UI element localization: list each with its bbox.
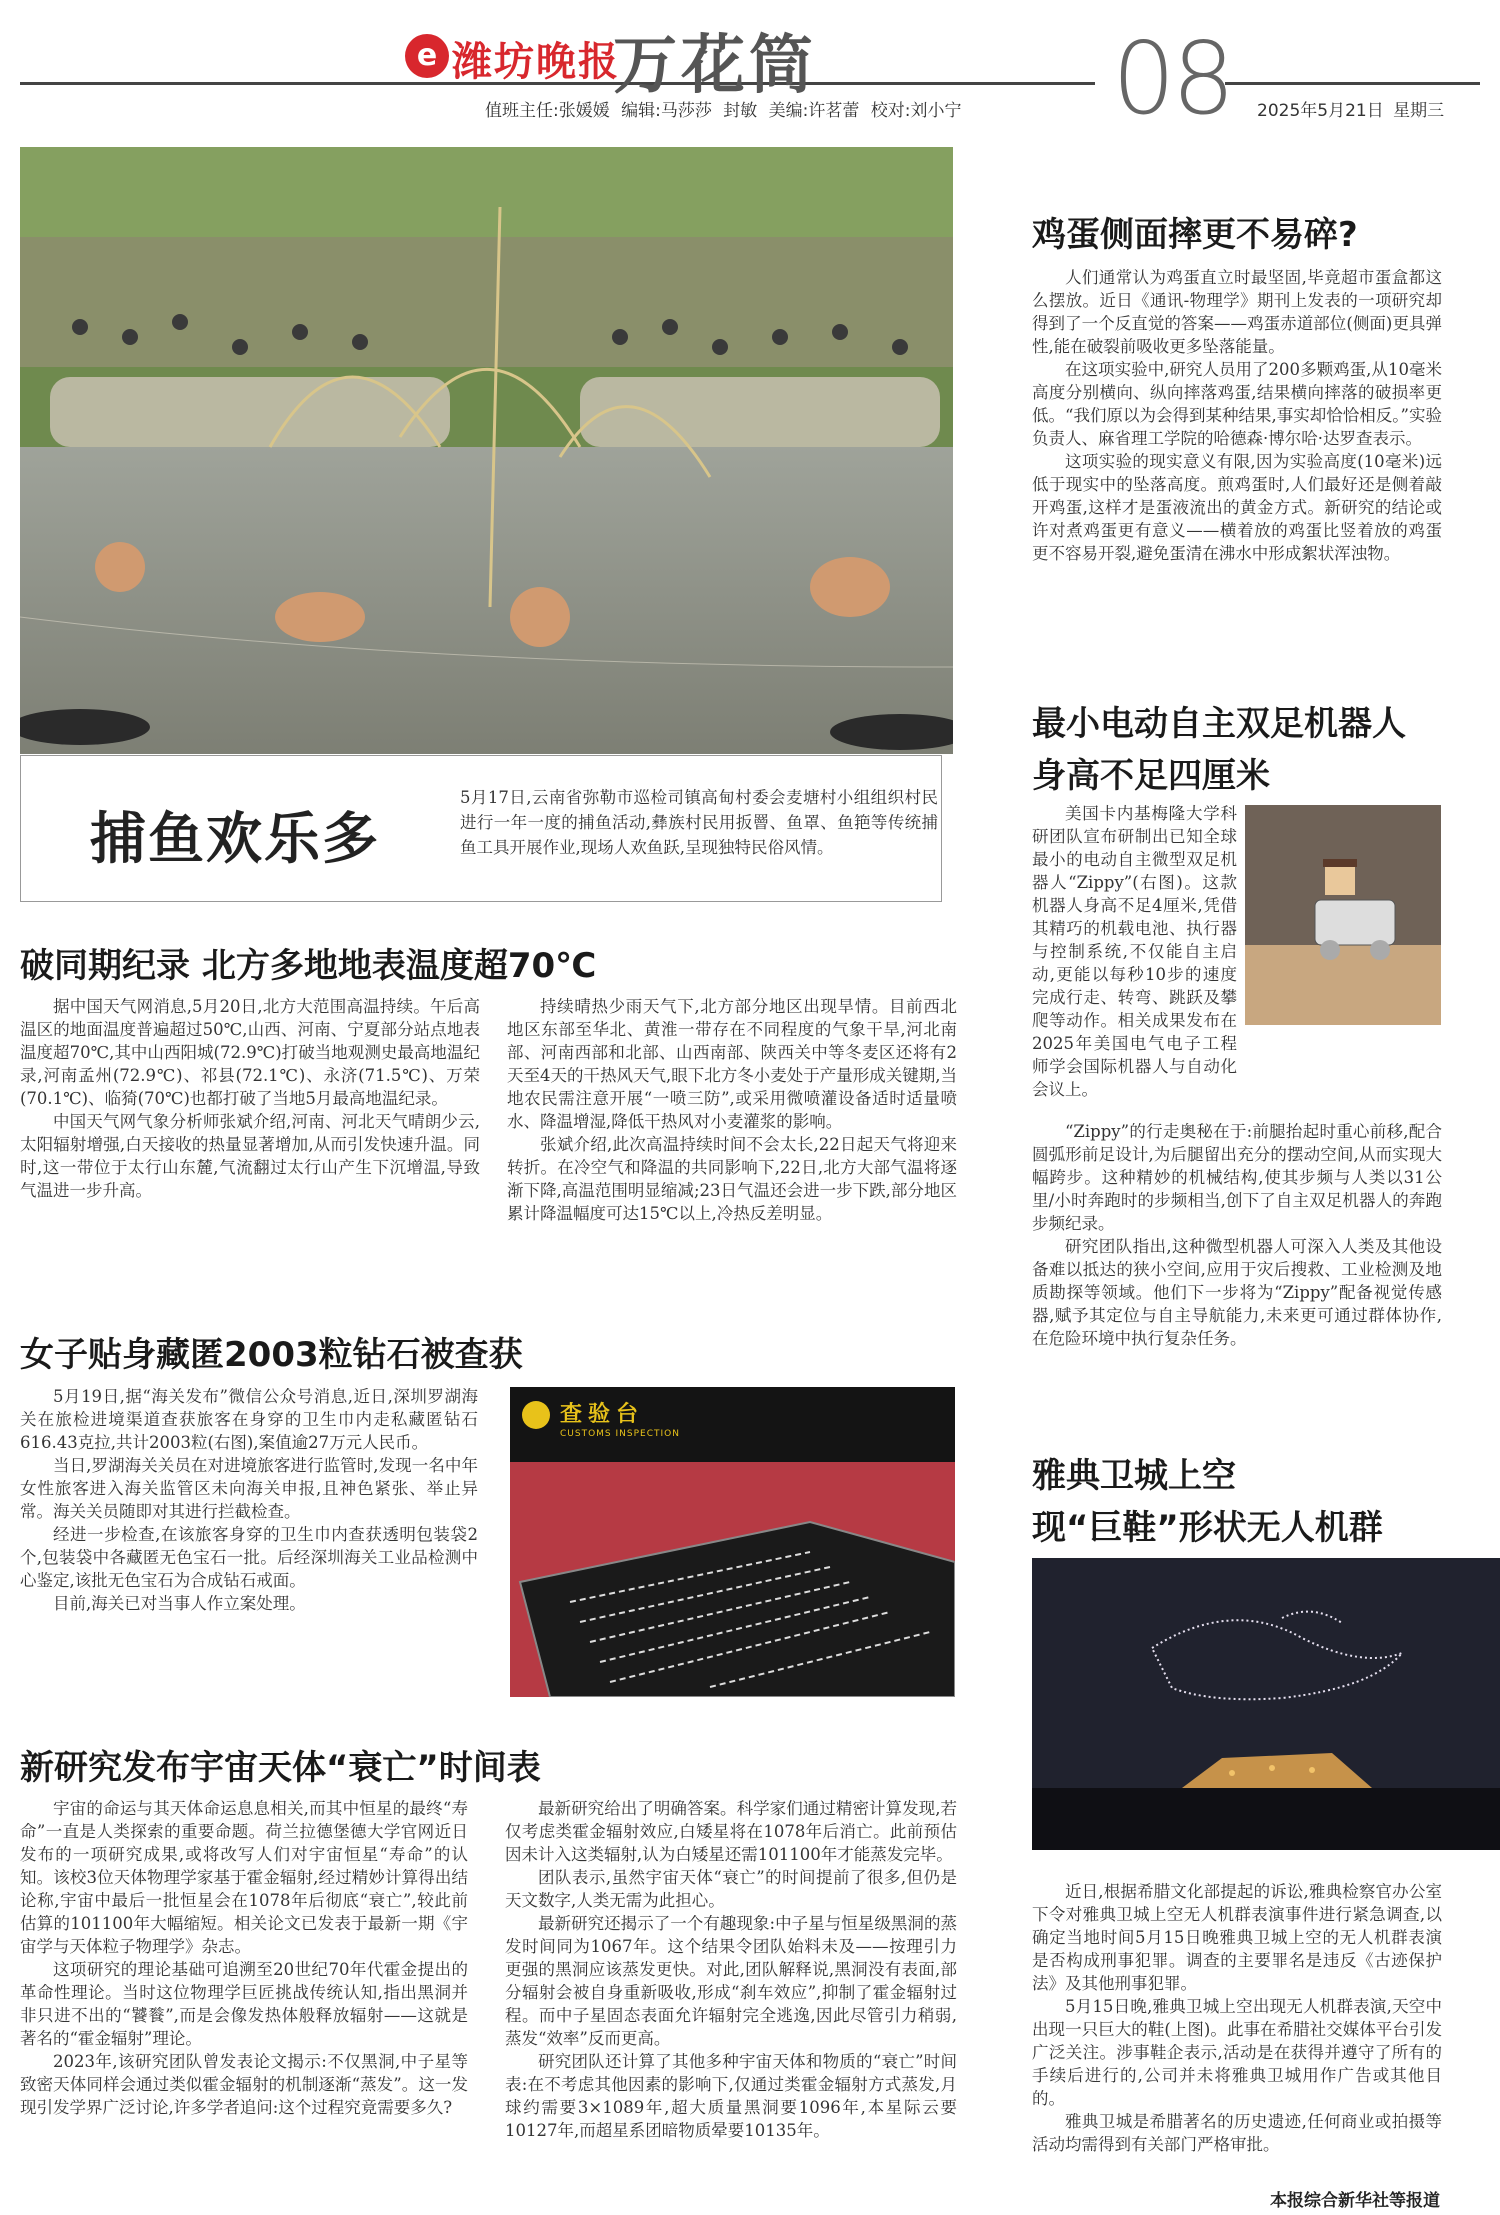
- paragraph: 研究团队指出,这种微型机器人可深入人类及其他设备难以抵达的狭小空间,应用于灾后搜救、工业检测及地质勘探等领域。他们下一步将为“Zippy”配备视觉传感器,赋予其定位与自主导航能力,未来更可通过群体协作,在危险环境中执行复杂任务。: [1032, 1237, 1442, 1348]
- paragraph: 研究团队还计算了其他多种宇宙天体和物质的“衰亡”时间表:在不考虑其他因素的影响下,仅通过类霍金辐射方式蒸发,月球约需要3×1089年,超大质量黑洞要1096年,本星际云要10127年,而超星系团暗物质晕要10135年。: [505, 2052, 957, 2140]
- page-number: 08: [1112, 20, 1232, 137]
- customs-emblem-icon: [522, 1401, 550, 1429]
- paragraph: 团队表示,虽然宇宙天体“衰亡”的时间提前了很多,但仍是天文数字,人类无需为此担心。: [505, 1868, 957, 1910]
- masthead-rule-right: [1225, 82, 1480, 85]
- paragraph: 5月19日,据“海关发布”微信公众号消息,近日,深圳罗湖海关在旅检进境渠道查获旅客在身穿的卫生巾内走私藏匿钻石616.43克拉,共计2003粒(右图),案值逾27万元人民币。: [20, 1387, 478, 1452]
- paragraph: 在这项实验中,研究人员用了200多颗鸡蛋,从10毫米高度分别横向、纵向摔落鸡蛋,结果横向摔落的破损率更低。“我们原以为会得到某种结果,事实却恰恰相反。”实验负责人、麻省理工学院的哈德森·博尔哈·达罗查表示。: [1032, 360, 1442, 448]
- paragraph: 经进一步检查,在该旅客身穿的卫生巾内查获透明包装袋2个,包装袋中各藏匿无色宝石一批。后经深圳海关工业品检测中心鉴定,该批无色宝石为合成钻石戒面。: [20, 1525, 478, 1590]
- paragraph: “Zippy”的行走奥秘在于:前腿抬起时重心前移,配合圆弧形前足设计,为后腿留出充分的摆动空间,从而实现大幅跨步。这种精妙的机械结构,使其步频与人类以31公里/小时奔跑时的步频相当,创下了自主双足机器人的奔跑步频纪录。: [1032, 1122, 1442, 1233]
- paragraph: 雅典卫城是希腊著名的历史遗迹,任何商业或拍摄等活动均需得到有关部门严格审批。: [1032, 2112, 1442, 2154]
- drone-headline-line2: 现“巨鞋”形状无人机群: [1032, 1508, 1383, 1548]
- stars-body-col2: [505, 1797, 957, 2142]
- paragraph: 人们通常认为鸡蛋直立时最坚固,毕竟超市蛋盒都这么摆放。近日《通讯-物理学》期刊上发表的一项研究却得到了一个反直觉的答案——鸡蛋赤道部位(侧面)更具弹性,能在破裂前吸收更多坠落能量。: [1032, 268, 1442, 356]
- diamond-photo: [510, 1387, 955, 1697]
- egg-headline: 鸡蛋侧面摔更不易碎?: [1032, 215, 1358, 255]
- drone-headline-line1: 雅典卫城上空: [1032, 1456, 1236, 1496]
- paragraph: 最新研究给出了明确答案。科学家们通过精密计算发现,若仅考虑类霍金辐射效应,白矮星将在1078年后消亡。此前预估因未计入这类辐射,认为白矮星还需101100年才能蒸发完毕。: [505, 1799, 957, 1864]
- photo-sign-subtext: CUSTOMS INSPECTION: [560, 1429, 680, 1439]
- paragraph: 目前,海关已对当事人作立案处理。: [53, 1594, 306, 1613]
- section-title: 万花筒: [613, 28, 817, 103]
- newspaper-name: 潍坊晚报: [452, 39, 620, 85]
- paragraph: 这项实验的现实意义有限,因为实验高度(10毫米)远低于现实中的坠落高度。煎鸡蛋时,人们最好还是侧着敲开鸡蛋,这样才是蛋液流出的黄金方式。新研究的结论或许对煮鸡蛋更有意义——横着放的鸡蛋比竖着放的鸡蛋更不容易开裂,避免蛋清在沸水中形成絮状浑浊物。: [1032, 452, 1442, 563]
- paragraph: 2023年,该研究团队曾发表论文揭示:不仅黑洞,中子星等致密天体同样会通过类似霍金辐射的机制逐渐“蒸发”。这一发现引发学界广泛讨论,许多学者追问:这个过程究竟需要多久?: [20, 2052, 468, 2117]
- paragraph: 张斌介绍,此次高温持续时间不会太长,22日起天气将迎来转折。在冷空气和降温的共同影响下,22日,北方大部气温将逐渐下降,高温范围明显缩减;23日气温还会进一步下跌,部分地区累计降温幅度可达15℃以上,冷热反差明显。: [507, 1135, 957, 1223]
- drone-photo-image: [1032, 1558, 1500, 1850]
- paragraph: 这项研究的理论基础可追溯至20世纪70年代霍金提出的革命性理论。当时这位物理学巨匠挑战传统认知,指出黑洞并非只进不出的“饕餮”,而是会像发热体般释放辐射——这就是著名的“霍金辐射”理论。: [20, 1960, 468, 2048]
- fishing-photo-image: [20, 147, 953, 754]
- paragraph: 宇宙的命运与其天体命运息息相关,而其中恒星的最终“寿命”一直是人类探索的重要命题。荷兰拉德堡德大学官网近日发布的一项研究成果,或将改写人们对宇宙恒星“寿命”的认知。该校3位天体物理学家基于霍金辐射,经过精妙计算得出结论称,宇宙中最后一批恒星会在1078年后彻底“衰亡”,较此前估算的101100年大幅缩短。相关论文已发表于最新一期《宇宙学与天体粒子物理学》杂志。: [20, 1799, 468, 1956]
- stars-body-col1: [20, 1797, 468, 2119]
- paragraph: 当日,罗湖海关关员在对进境旅客进行监管时,发现一名中年女性旅客进入海关监管区未向海关申报,且神色紧张、举止异常。海关关员随即对其进行拦截检查。: [20, 1456, 478, 1521]
- heat-headline: 破同期纪录 北方多地地表温度超70℃: [20, 946, 597, 986]
- diamond-body: [20, 1385, 478, 1615]
- stars-headline: 新研究发布宇宙天体“衰亡”时间表: [20, 1748, 541, 1788]
- robot-body: [1032, 1120, 1442, 1350]
- news-source-credit: 本报综合新华社等报道: [1270, 2191, 1440, 2211]
- lead-photo-caption: 5月17日,云南省弥勒市巡检司镇高甸村委会麦塘村小组组织村民进行一年一度的捕鱼活动,彝族村民用扳罾、鱼罩、鱼筢等传统捕鱼工具开展作业,现场人欢鱼跃,呈现独特民俗风情。: [460, 788, 938, 857]
- robot-headline-line2: 身高不足四厘米: [1032, 756, 1270, 796]
- robot-photo: [1245, 805, 1441, 1025]
- newspaper-logo-icon: e: [405, 34, 449, 78]
- paragraph: 近日,根据希腊文化部提起的诉讼,雅典检察官办公室下令对雅典卫城上空无人机群表演事件进行紧急调查,以确定当地时间5月15日晚雅典卫城上空的无人机群表演是否构成刑事犯罪。调查的主要罪名是违反《古迹保护法》及其他刑事犯罪。: [1032, 1882, 1442, 1993]
- drone-body: [1032, 1880, 1442, 2156]
- fishing-photo: [20, 147, 953, 754]
- heat-body-col2: [507, 995, 957, 1225]
- paragraph: 最新研究还揭示了一个有趣现象:中子星与恒星级黑洞的蒸发时间同为1067年。这个结果令团队始料未及——按理引力更强的黑洞应该蒸发更快。对此,团队解释说,黑洞没有表面,部分辐射会被自身重新吸收,形成“刹车效应”,抑制了霍金辐射过程。而中子星固态表面允许辐射完全逃逸,因此尽管引力稍弱,蒸发“效率”反而更高。: [505, 1914, 957, 2048]
- paragraph: 持续晴热少雨天气下,北方部分地区出现旱情。目前西北地区东部至华北、黄淮一带存在不同程度的气象干旱,河北南部、河南西部和北部、山西南部、陕西关中等冬麦区还将有2天至4天的干热风天气,眼下北方冬小麦处于产量形成关键期,当地农民需注意开展“一喷三防”,或采用微喷灌设备适时适量喷水、降温增湿,降低干热风对小麦灌浆的影响。: [507, 997, 957, 1131]
- robot-photo-image: [1245, 805, 1441, 1025]
- staff-credits: 值班主任:张媛媛 编辑:马莎莎 封敏 美编:许茗蕾 校对:刘小宁: [485, 101, 962, 121]
- diamond-headline: 女子贴身藏匿2003粒钻石被查获: [20, 1335, 523, 1375]
- drone-photo: [1032, 1558, 1500, 1850]
- egg-body: [1032, 266, 1442, 565]
- issue-date: 2025年5月21日 星期三: [1257, 101, 1445, 121]
- paragraph: 5月15日晚,雅典卫城上空出现无人机群表演,天空中出现一只巨大的鞋(上图)。此事在希腊社交媒体平台引发广泛关注。涉事鞋企表示,活动是在获得并遵守了所有的手续后进行的,公司并未将雅典卫城用作广告或其他目的。: [1032, 1997, 1442, 2108]
- paragraph: 美国卡内基梅隆大学科研团队宣布研制出已知全球最小的电动自主微型双足机器人“Zippy”(右图)。这款机器人身高不足4厘米,凭借其精巧的机载电池、执行器与控制系统,不仅能自主启动,更能以每秒10步的速度完成行走、转弯、跳跃及攀爬等动作。相关成果发布在2025年美国电气电子工程师学会国际机器人与自动化会议上。: [1032, 804, 1237, 1099]
- photo-sign-text: 查验台: [560, 1402, 645, 1427]
- lead-photo-title: 捕鱼欢乐多: [90, 807, 380, 872]
- robot-body-side: [1032, 802, 1237, 1101]
- paragraph: 中国天气网气象分析师张斌介绍,河南、河北天气晴朗少云,太阳辐射增强,白天接收的热量显著增加,从而引发快速升温。同时,这一带位于太行山东麓,气流翻过太行山产生下沉增温,导致气温进一步升高。: [20, 1112, 480, 1200]
- robot-headline-line1: 最小电动自主双足机器人: [1032, 704, 1406, 744]
- heat-body-col1: [20, 995, 480, 1202]
- gem-trays-image: [510, 1462, 955, 1697]
- paragraph: 据中国天气网消息,5月20日,北方大范围高温持续。午后高温区的地面温度普遍超过50℃,山西、河南、宁夏部分站点地表温度超70℃,其中山西阳城(72.9℃)打破当地观测史最高地温纪录,河南孟州(72.9℃)、祁县(72.1℃)、永济(71.5℃)、万荣(70.1℃)、临猗(70℃)也都打破了当地5月最高地温纪录。: [20, 997, 480, 1108]
